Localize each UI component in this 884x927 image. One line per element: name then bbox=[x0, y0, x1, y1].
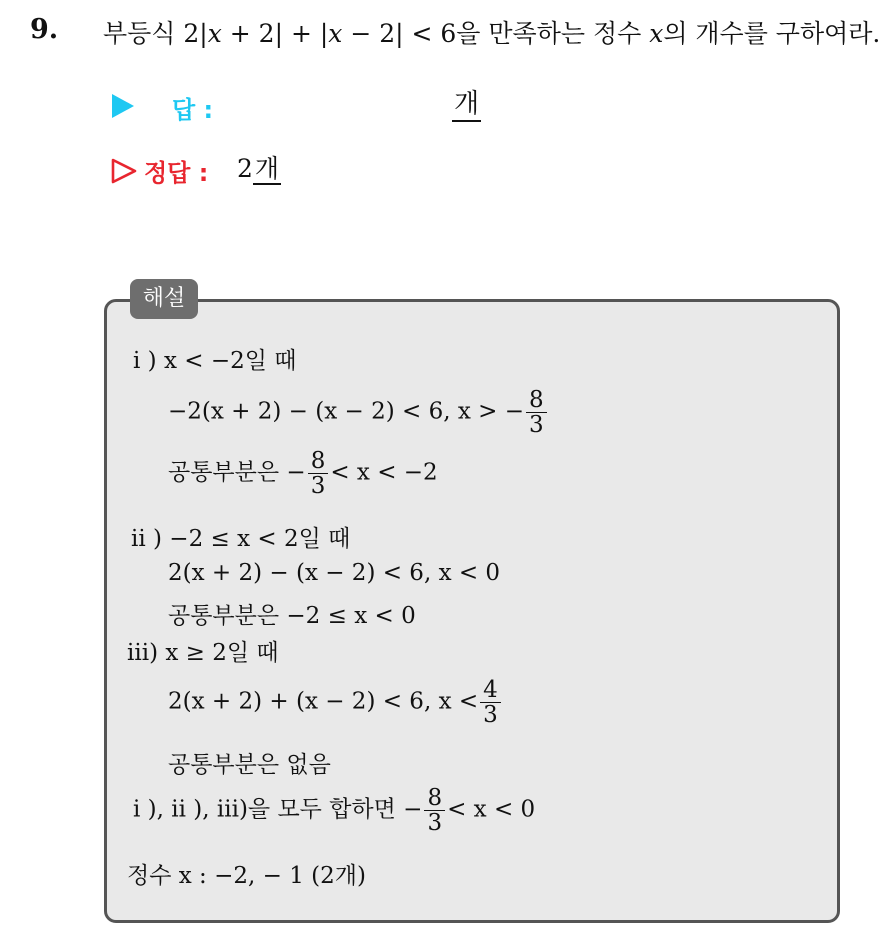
solution-line-9: 공통부분은 없음 bbox=[168, 752, 331, 778]
fraction: $\frac{8}{3}$ bbox=[308, 449, 329, 498]
fraction: $\frac{8}{3}$ bbox=[424, 786, 445, 835]
solution-tag: 해설 bbox=[130, 279, 198, 319]
correct-answer-value: 2개 bbox=[237, 154, 280, 183]
correct-answer-label: 정답 : bbox=[144, 159, 209, 187]
play-triangle-icon bbox=[112, 94, 134, 118]
solution-line-5: 2(x + 2) − (x − 2) < 6, x < 0 bbox=[168, 560, 501, 586]
solution-line-6: 공통부분은 −2 ≤ x < 0 bbox=[168, 603, 416, 629]
answer-unit: 개 bbox=[452, 88, 481, 122]
fraction: $\frac{8}{3}$ bbox=[526, 388, 547, 437]
solution-line-2: −2(x + 2) − (x − 2) < 6, x > − $\frac{8}{3}$ bbox=[168, 388, 549, 437]
solution-line-10: i ), ii ), iii)을 모두 합하면 − $\frac{8}{3}$ < x < 0 bbox=[133, 785, 536, 837]
fraction: $\frac{4}{3}$ bbox=[480, 678, 501, 727]
solution-line-4: ii ) −2 ≤ x < 2일 때 bbox=[131, 526, 351, 552]
solution-line-11: 정수 x : −2, − 1 (2개) bbox=[127, 863, 366, 889]
answer-label: 답 : bbox=[172, 96, 214, 124]
solution-line-1: i ) x < −2일 때 bbox=[133, 348, 297, 374]
solution-line-7: iii) x ≥ 2일 때 bbox=[127, 640, 279, 666]
question-text: 부등식 2|x + 2| + |x − 2| < 6을 만족하는 정수 x의 개수를 구하여라. bbox=[103, 19, 881, 48]
question-number: 9. bbox=[30, 14, 59, 45]
solution-line-8: 2(x + 2) + (x − 2) < 6, x < $\frac{4}{3}$ bbox=[168, 678, 503, 727]
solution-line-3: 공통부분은 − $\frac{8}{3}$ < x < −2 bbox=[168, 448, 438, 500]
outline-triangle-icon bbox=[110, 157, 138, 185]
